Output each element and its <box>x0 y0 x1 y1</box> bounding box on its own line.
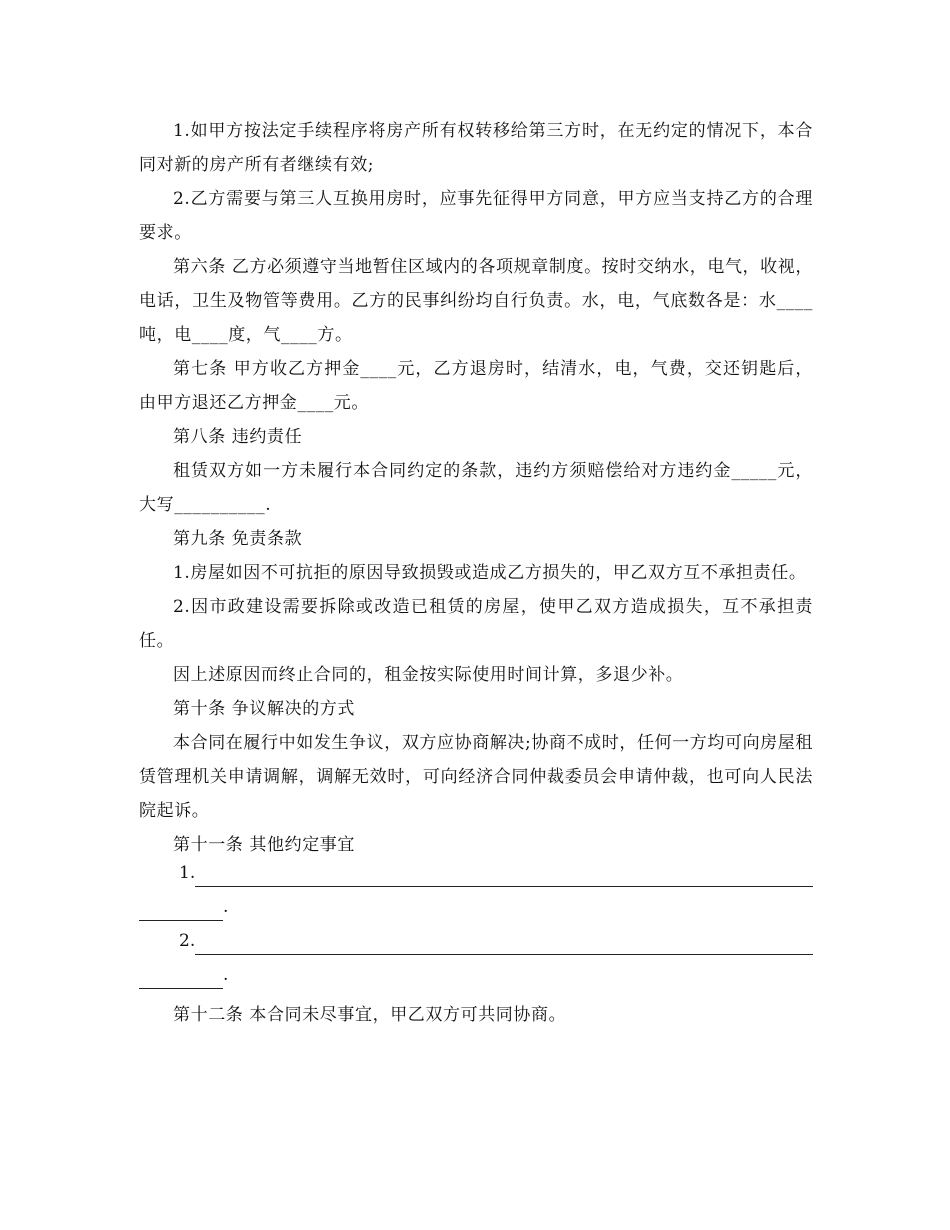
article-9-heading: 第九条 免责条款 <box>173 529 303 549</box>
article-6: 第六条 乙方必须遵守当地暂住区域内的各项规章制度。按时交纳水，电气，收视，电话，卫生及物管等费用。乙方的民事纠纷均自行负责。水，电，气底数各是：水____吨，电____度，气____方。 <box>139 257 813 345</box>
article-7: 第七条 甲方收乙方押金____元，乙方退房时，结清水，电，气费，交还钥匙后，由甲方退还乙方押金____元。 <box>139 359 813 413</box>
article-10-body: 本合同在履行中如发生争议，双方应协商解决;协商不成时，任何一方均可向房屋租赁管理机关申请调解，调解无效时，可向经济合同仲裁委员会申请仲裁，也可向人民法院起诉。 <box>139 733 813 821</box>
fill-in-rule <box>139 920 223 921</box>
other-item-1-tail <box>139 896 813 930</box>
article-12: 第十二条 本合同未尽事宜，甲乙双方可共同协商。 <box>173 1005 567 1025</box>
period: . <box>223 897 229 917</box>
article-10-heading: 第十条 争议解决的方式 <box>173 699 356 719</box>
other-item-1-line <box>139 862 813 896</box>
fill-in-rule <box>139 988 223 989</box>
article-8-heading: 第八条 违约责任 <box>173 427 303 447</box>
fill-in-rule <box>195 886 813 887</box>
clause-exchange-housing: 2.乙方需要与第三人互换用房时，应事先征得甲方同意，甲方应当支持乙方的合理要求。 <box>139 189 813 243</box>
period: . <box>223 965 229 985</box>
article-9-item-1: 1.房屋如因不可抗拒的原因导致损毁或造成乙方损失的，甲乙双方互不承担责任。 <box>173 563 807 583</box>
clause-transfer-ownership: 1.如甲方按法定手续程序将房产所有权转移给第三方时，在无约定的情况下，本合同对新的房产所有者继续有效; <box>139 121 813 175</box>
article-9-note: 因上述原因而终止合同的，租金按实际使用时间计算，多退少补。 <box>173 665 684 685</box>
fill-in-rule <box>195 954 813 955</box>
contract-page <box>139 114 813 1032</box>
other-item-2-tail <box>139 964 813 998</box>
article-11-heading: 第十一条 其他约定事宜 <box>173 835 356 855</box>
article-9-item-2: 2.因市政建设需要拆除或改造已租赁的房屋，使甲乙双方造成损失，互不承担责任。 <box>139 597 813 651</box>
other-item-2-number: 2. <box>179 931 196 951</box>
article-8-body: 租赁双方如一方未履行本合同约定的条款，违约方须赔偿给对方违约金_____元，大写__________. <box>139 461 813 515</box>
other-item-1-number: 1. <box>179 863 196 883</box>
other-item-2-line <box>139 930 813 964</box>
